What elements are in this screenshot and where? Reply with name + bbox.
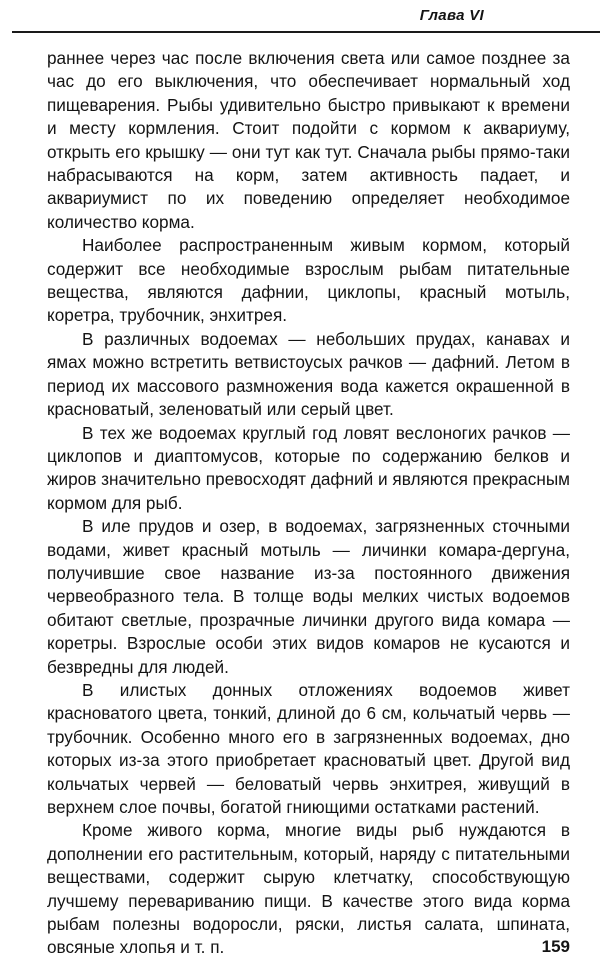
header-rule bbox=[12, 31, 600, 33]
paragraph-daphnia: В различных водоемах — небольших прудах, канавах и ямах можно встретить ветвистоусых рачков — дафний. Летом в период их массового размножения вода кажется окрашенной в красноватый, зеленоватый или серый цвет. bbox=[47, 328, 570, 420]
paragraph-plant-food: Кроме живого корма, многие виды рыб нуждаются в дополнении его растительным, который, наряду с питательными веществами, содержит сырую клетчатку, способствующую лучшему перевариванию пищи. В качестве этого вида корма рыбам полезны водоросли, ряски, листья салата, шпината, овсяные хлопья и т. п. bbox=[47, 820, 570, 958]
page-number: 159 bbox=[541, 937, 570, 956]
running-head bbox=[0, 0, 600, 38]
chapter-title: Глава VI bbox=[419, 7, 484, 24]
paragraph-cyclops: В тех же водоемах круглый год ловят веслоногих рачков — циклопов и диаптомусов, которые по содержанию белков и жиров значительно превосходят дафний и являются прекрасным кормом для рыб. bbox=[47, 422, 570, 513]
paragraph-feeding-time: раннее через час после включения света или самое позднее за час до его выключения, что обеспечивает нормальный ход пищеварения. Рыбы удивительно быстро привыкают к времени и месту кормления. Стоит подойти с кормом к аквариуму, открыть его крышку — они тут как тут. Сначала рыбы прямо-таки набрасываются на корм, затем активность падает, и аквариумист по их поведению определяет необходимое количество корма. bbox=[47, 48, 570, 232]
paragraph-bloodworm: В иле прудов и озер, в водоемах, загрязненных сточными водами, живет красный мотыль — личинки комара-дергуна, получившие свое название из-за постоянного движения червеобразного тела. В толще воды мелких чистых водоемов обитают светлые, прозрачные личинки другого вида комара — коретры. Взрослые особи этих видов комаров не кусаются и безвредны для людей. bbox=[47, 516, 570, 677]
body-text bbox=[47, 47, 570, 960]
paragraph-tubifex: В илистых донных отложениях водоемов живет красноватого цвета, тонкий, длиной до 6 см, кольчатый червь — трубочник. Особенно много его в загрязненных водоемах, дно которых из-за этого приобретает красноватый цвет. Другой вид кольчатых червей — беловатый червь энхитрея, живущий в верхнем слое почвы, богатой гниющими остатками растений. bbox=[47, 679, 570, 817]
paragraph-live-food: Наиболее распространенным живым кормом, который содержит все необходимые взрослым рыбам питательные вещества, являются дафнии, циклопы, красный мотыль, коретра, трубочник, энхитрея. bbox=[47, 235, 570, 326]
